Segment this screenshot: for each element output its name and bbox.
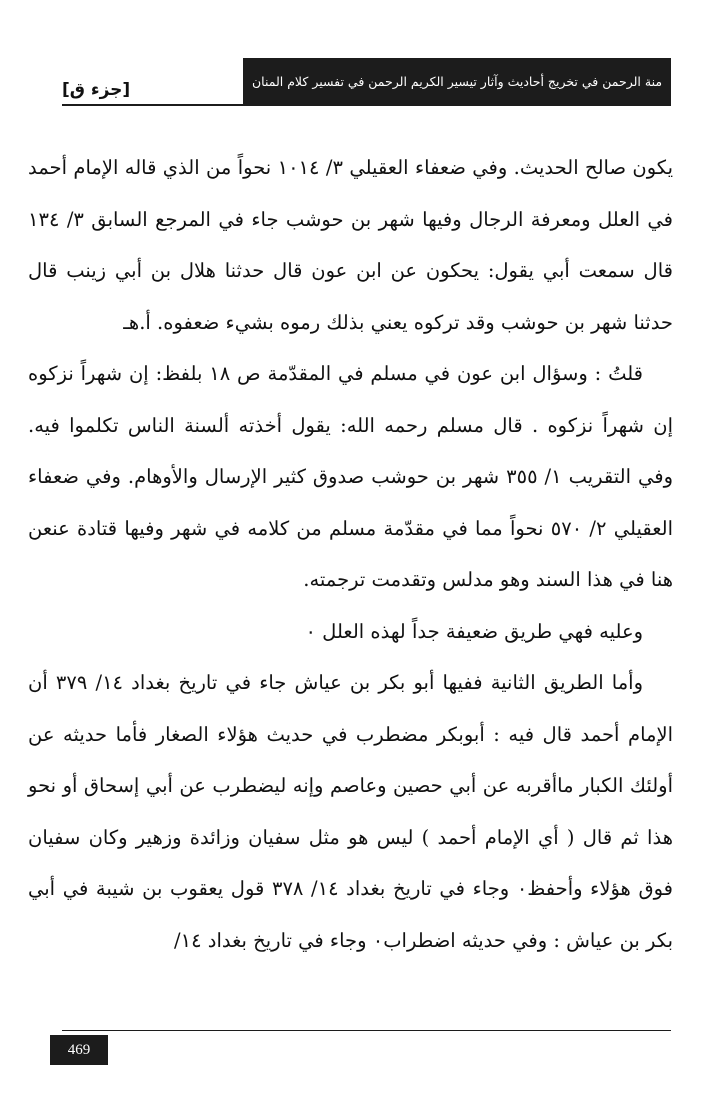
header-divider [62,104,671,106]
paragraph: قلتُ : وسؤال ابن عون في مسلم في المقدّمة ص ١٨ بلفظ: إن شهراً نزكوه إن شهراً نزكوه . قال مسلم رحمه الله: يقول أخذته ألسنة الناس تكلموا فيه. وفي التقريب ١/ ٣٥٥ شهر بن حوشب صدوق كثير الإرسال والأوهام. وفي ضعفاء العقيلي ٢/ ٥٧٠ نحواً مما في مقدّمة مسلم من كلامه في شهر وفيها قتادة عنعن هنا في هذا السند وهو مدلس وتقدمت ترجمته. [28,362,673,591]
paragraph: وعليه فهي طريق ضعيفة جداً لهذه العلل ٠ [305,619,643,643]
part-label: [جزء ق] [62,80,131,100]
footer-divider [62,1030,671,1031]
paragraph: وأما الطريق الثانية ففيها أبو بكر بن عياش جاء في تاريخ بغداد ١٤/ ٣٧٩ أن الإمام أحمد قال فيه : أبوبكر مضطرب في حديث هؤلاء الصغار فأما حديثه عن أولئك الكبار ماأقربه عن أبي حصين وعاصم وإنه ليضطرب عن أبي إسحاق أو نحو هذا ثم قال ( أي الإمام أحمد ) ليس هو مثل سفيان وزائدة وزهير وكان سفيان فوق هؤلاء وأحفظ٠ وجاء في تاريخ بغداد ١٤/ ٣٧٨ قول يعقوب بن شيبة في أبي بكر بن عياش : وفي حديثه اضطراب٠ وجاء في تاريخ بغداد ١٤/ [28,671,673,952]
page-body-text [28,142,673,966]
paragraph: يكون صالح الحديث. وفي ضعفاء العقيلي ٣/ ١٠١٤ نحواً من الذي قاله الإمام أحمد في العلل ومعرفة الرجال وفيها شهر بن حوشب جاء في المرجع السابق ٣/ ١٣٤ قال سمعت أبي يقول: يحكون عن ابن عون قال حدثنا هلال بن أبي زينب قال حدثنا شهر بن حوشب وقد تركوه يعني بذلك رموه بشيء ضعفوه. أ.هـ [28,156,674,334]
page-number: 469 [50,1035,108,1065]
book-title-banner: منة الرحمن في تخريج أحاديث وآثار تيسير الكريم الرحمن في تفسير كلام المنان [243,58,671,105]
